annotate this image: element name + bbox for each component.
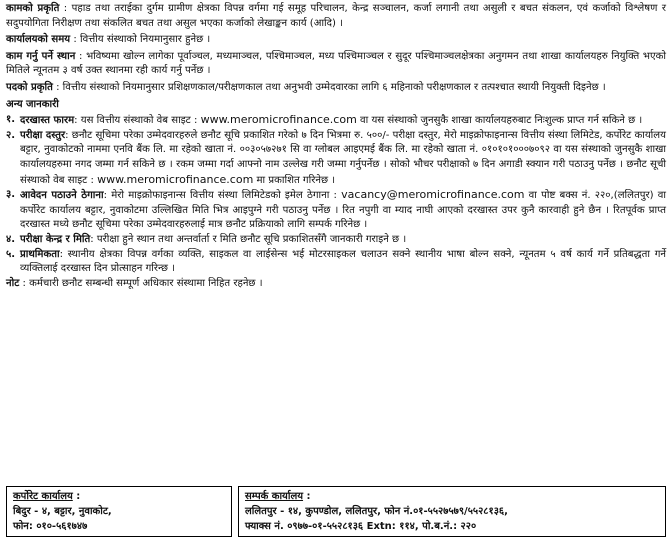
item-title: प्राथमिकता [20,248,60,260]
email-link[interactable]: vacancy@meromicrofinance.com [341,188,525,202]
item-text: : मेरो माइक्रोफाइनान्स वित्तीय संस्था लिमिटेडको इमेल ठेगाना : [103,190,342,202]
heading-colon: : [76,491,81,502]
heading-colon: : [306,491,311,502]
corporate-office-address: बिदुर - ४, बट्टार, नुवाकोट, [13,506,112,517]
item-number: ५. [6,248,16,260]
contact-office-address-phone: ललितपुर - १४, कुपण्डोल, ललितपुर, फोन नं.०१-५५२७५७९/५५२८१३६, [245,506,508,517]
note-section [6,277,666,292]
contact-office-fax-pobox: फ्याक्स नं. ०९७७-०१-५५२८१३६ Extn: ११४, पो.ब.नं.: २२० [245,521,477,532]
contact-office-title: सम्पर्क कार्यालय [245,491,304,502]
contact-office-heading [245,489,659,504]
item-title: परीक्षा केन्द्र र मिति [20,233,91,245]
note-text: : कर्मचारी छनौट सम्बन्धी सम्पूर्ण अधिकार संस्थामा निहित रहनेछ । [22,277,263,289]
info-item [6,248,666,277]
website-link[interactable]: www.meromicrofinance.com [200,113,357,127]
contact-office-box [238,486,666,537]
corporate-office-title: कर्पोरेट कार्यालय [13,491,73,502]
item-number: ३. [6,189,16,201]
other-info-heading: अन्य जानकारी [6,98,59,110]
office-time-text: : वित्तीय संस्थाको नियमानुसार हुनेछ । [73,34,211,46]
office-time-label: कार्यालयको समय [6,34,71,46]
item-title: परीक्षा दस्तुर [20,129,66,141]
job-nature-section [6,2,666,31]
item-number: ४. [6,233,16,245]
item-body [20,129,666,188]
item-number: २. [6,129,16,141]
item-text: : परीक्षा हुने स्थान तथा अन्तर्वार्ता र मिति छनौट सूचि प्रकाशितसँगै जानकारी गराइने छ । [90,233,407,245]
item-text-continued: मा प्रकाशित गरिनेछ । [253,174,336,186]
info-item [6,188,666,233]
post-nature-text: : वित्तीय संस्थाको नियमानुसार प्रशिक्षणकाल/परीक्षणकाल तथा अनुभवी उम्मेदवारका लागि ६ महिनाको परीक्षणकाल र तत्पश्चात स्थायी नियुक्ती दिइनेछ । [56,81,606,93]
post-nature-label: पदको प्रकृति [6,81,53,93]
item-title: दरखास्त फारम [20,115,75,127]
office-time-section [6,33,666,48]
contact-boxes [6,486,666,537]
corporate-office-phone: फोन: ०१०-५६१७४७ [13,521,88,532]
item-text: : छनौट सूचिमा परेका उम्मेदवारहरुले छनौट सूचि प्रकाशित गरेको ७ दिन भित्रमा रु. ५००/- परीक्षा दस्तुर, मेरो माइक्रोफाइनान्स वित्तीय संस्था लिमिटेड, कर्पोरेट कार्यालय बट्टार, नुवाकोटको नाममा एनवि बैंक लि. मा रहेको खाता नं. ००३०५७२७१ सि वा ग्लोबल आइएमई बैंक लि. मा रहेको खाता नं. ०१०१०१०००७०९२ वा यस संस्थाको जुनसुकै शाखा कार्यालयहरुमा नगद जम्मा गर्न सकिने छ । रकम जम्मा गर्दा आफ्नो नाम उल्लेख गरी जम्मा गर्नुपर्नेछ । सोको भौचर परीक्षाको ७ दिन अगाडी स्क्यान गरी पठाउनु पर्नेछ । छनौट सूची संस्थाको वेब साइट : [20,129,666,186]
info-item [6,113,666,129]
note-label: नोट [6,277,20,289]
item-body [20,248,666,277]
website-link[interactable]: www.meromicrofinance.com [97,172,254,186]
work-place-label: काम गर्नु पर्ने स्थान [6,50,76,62]
item-text: : स्थानीय क्षेत्रका विपन्न वर्गका व्यक्ति, साइकल वा लाईसेन्स भई मोटरसाइकल चलाउन सक्ने स्थानीय भाषा बोल्न सक्ने, न्यूनतम ५ वर्ष कार्य गर्ने प्रतिबद्धता गर्ने व्यक्तिलाई दरखास्त दिन प्रोत्साहन गरिन्छ । [20,248,666,275]
job-nature-text: : पहाड तथा तराईका दुर्गम ग्रामीण क्षेत्रका विपन्न वर्गमा गई समूह परिचालन, केन्द्र सञ्चालन, कर्जा लगानी तथा असुली र बचत संकलन, एवं कर्जाको विश्लेषण र सदुपयोगिता निरीक्षण तथा संकलित बचत तथा असुल भएका कर्जाको लेखाङ्कन कार्य (आदि) । [6,3,666,29]
work-place-text: : भविष्यमा खोल्न लागेका पूर्वाञ्चल, मध्यमाञ्चल, पश्चिमाञ्चल, मध्य पश्चिमाञ्चल र सुदूर पश्चिमाञ्चलक्षेत्रका अनुगमन तथा शाखा कार्यालयहरु नियुक्ति भएको मितिले न्यूनतम ३ वर्ष उक्त स्थानमा रही कार्य गर्नु पर्नेछ । [6,50,666,77]
item-text-continued: वा यस संस्थाको जुनसुकै शाखा कार्यालयहरुबाट निःशुल्क प्राप्त गर्न सकिने छ । [356,115,643,127]
item-text-continued: वा पोष्ट बक्स नं. २२०,(ललितपुर) वा कर्पोरेट कार्यालय बट्टार, नुवाकोटमा उल्लिखित मिति भित्र आइपुग्ने गरी पठाउनु पर्नेछ । रित नपुगी वा म्याद नाघी आएको दरखास्त उपर कुनै कारवाही हुने छैन । रितपूर्वक प्राप्त दरखास्त मध्ये छनौट सूचिमा परेका उम्मेदवारहरुलाई मात्र छनौट प्रक्रियाको लागि सम्पर्क गरिनेछ । [20,190,666,231]
post-nature-section [6,81,666,96]
corporate-office-box [6,486,232,537]
work-place-section [6,50,666,79]
item-body [20,233,666,248]
item-number: १. [6,114,16,126]
item-body [20,188,666,233]
item-body [20,113,666,129]
item-text: : यस वित्तीय संस्थाको वेब साइट : [74,115,201,127]
info-item [6,129,666,188]
info-item [6,233,666,248]
job-nature-label: कामको प्रकृति [6,3,60,14]
item-title: आवेदन पठाउने ठेगाना [20,190,104,202]
corporate-office-heading [13,489,225,504]
